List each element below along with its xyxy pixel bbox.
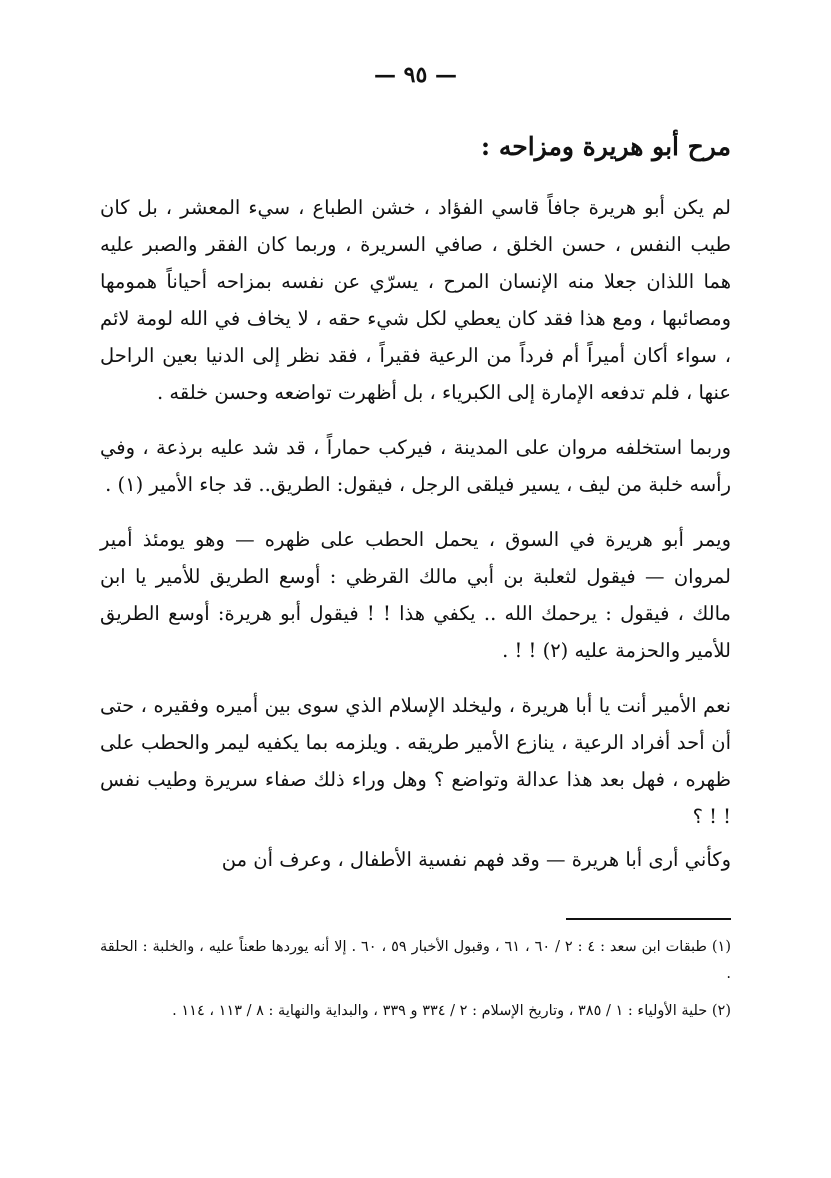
paragraph-5: وكأني أرى أبا هريرة — وقد فهم نفسية الأطفال ، وعرف أن من bbox=[221, 848, 731, 871]
paragraph-4: نعم الأمير أنت يا أبا هريرة ، وليخلد الإسلام الذي سوى بين أميره وفقيره ، حتى أن أحد أفراد الرعية ، ينازع الأمير طريقه . ويلزمه بما يكفيه ليمر والحطب على ظهره ، فهل بعد هذا عدالة وتواضع ؟ وهل وراء ذلك صفاء سريرة وطيب نفس ! ! ؟ bbox=[100, 694, 731, 828]
footnote-1: (١) طبقات ابن سعد : ٤ : ٢ / ٦٠ ، ٦١ ، وقبول الأخبار ٥٩ ، ٦٠ . إلا أنه يوردها طعناً عليه ، والخلبة : الحلقة . bbox=[100, 939, 732, 982]
page-number: — ٩٥ — bbox=[374, 62, 457, 88]
footnote-divider bbox=[566, 918, 731, 920]
paragraph-2: وربما استخلفه مروان على المدينة ، فيركب حماراً ، قد شد عليه برذعة ، وفي رأسه خلبة من ليف ، يسير فيلقى الرجل ، فيقول: الطريق.. قد جاء الأمير (١) . bbox=[100, 436, 731, 496]
paragraph-1: لم يكن أبو هريرة جافاً قاسي الفؤاد ، خشن الطباع ، سيء المعشر ، بل كان طيب النفس ، حسن الخلق ، صافي السريرة ، وربما كان الفقر والصبر عليه هما اللذان جعلا منه الإنسان المرح ، يسرّي عن نفسه بمزاحه أحياناً همومها ومصائبها ، ومع هذا فقد كان يعطي لكل شيء حقه ، لا يخاف في الله لومة لائم ، سواء أكان أميراً أم فرداً من الرعية فقيراً ، فقد نظر إلى الدنيا بعين الراحل عنها ، فلم تدفعه الإمارة إلى الكبرياء ، بل أظهرت تواضعه وحسن خلقه . bbox=[100, 196, 731, 404]
paragraph-3: ويمر أبو هريرة في السوق ، يحمل الحطب على ظهره — وهو يومئذ أمير لمروان — فيقول لثعلبة بن أبي مالك القرظي : أوسع الطريق للأمير يا ابن مالك ، فيقول : يرحمك الله .. يكفي هذا ! ! فيقول أبو هريرة: أوسع الطريق للأمير والحزمة عليه (٢) ! ! . bbox=[100, 528, 731, 662]
footnote-2: (٢) حلية الأولياء : ١ / ٣٨٥ ، وتاريخ الإسلام : ٢ / ٣٣٤ و ٣٣٩ ، والبداية والنهاية : ٨ / ١١٣ ، ١١٤ . bbox=[172, 1003, 731, 1019]
section-title: مرح أبو هريرة ومزاحه : bbox=[480, 132, 731, 161]
